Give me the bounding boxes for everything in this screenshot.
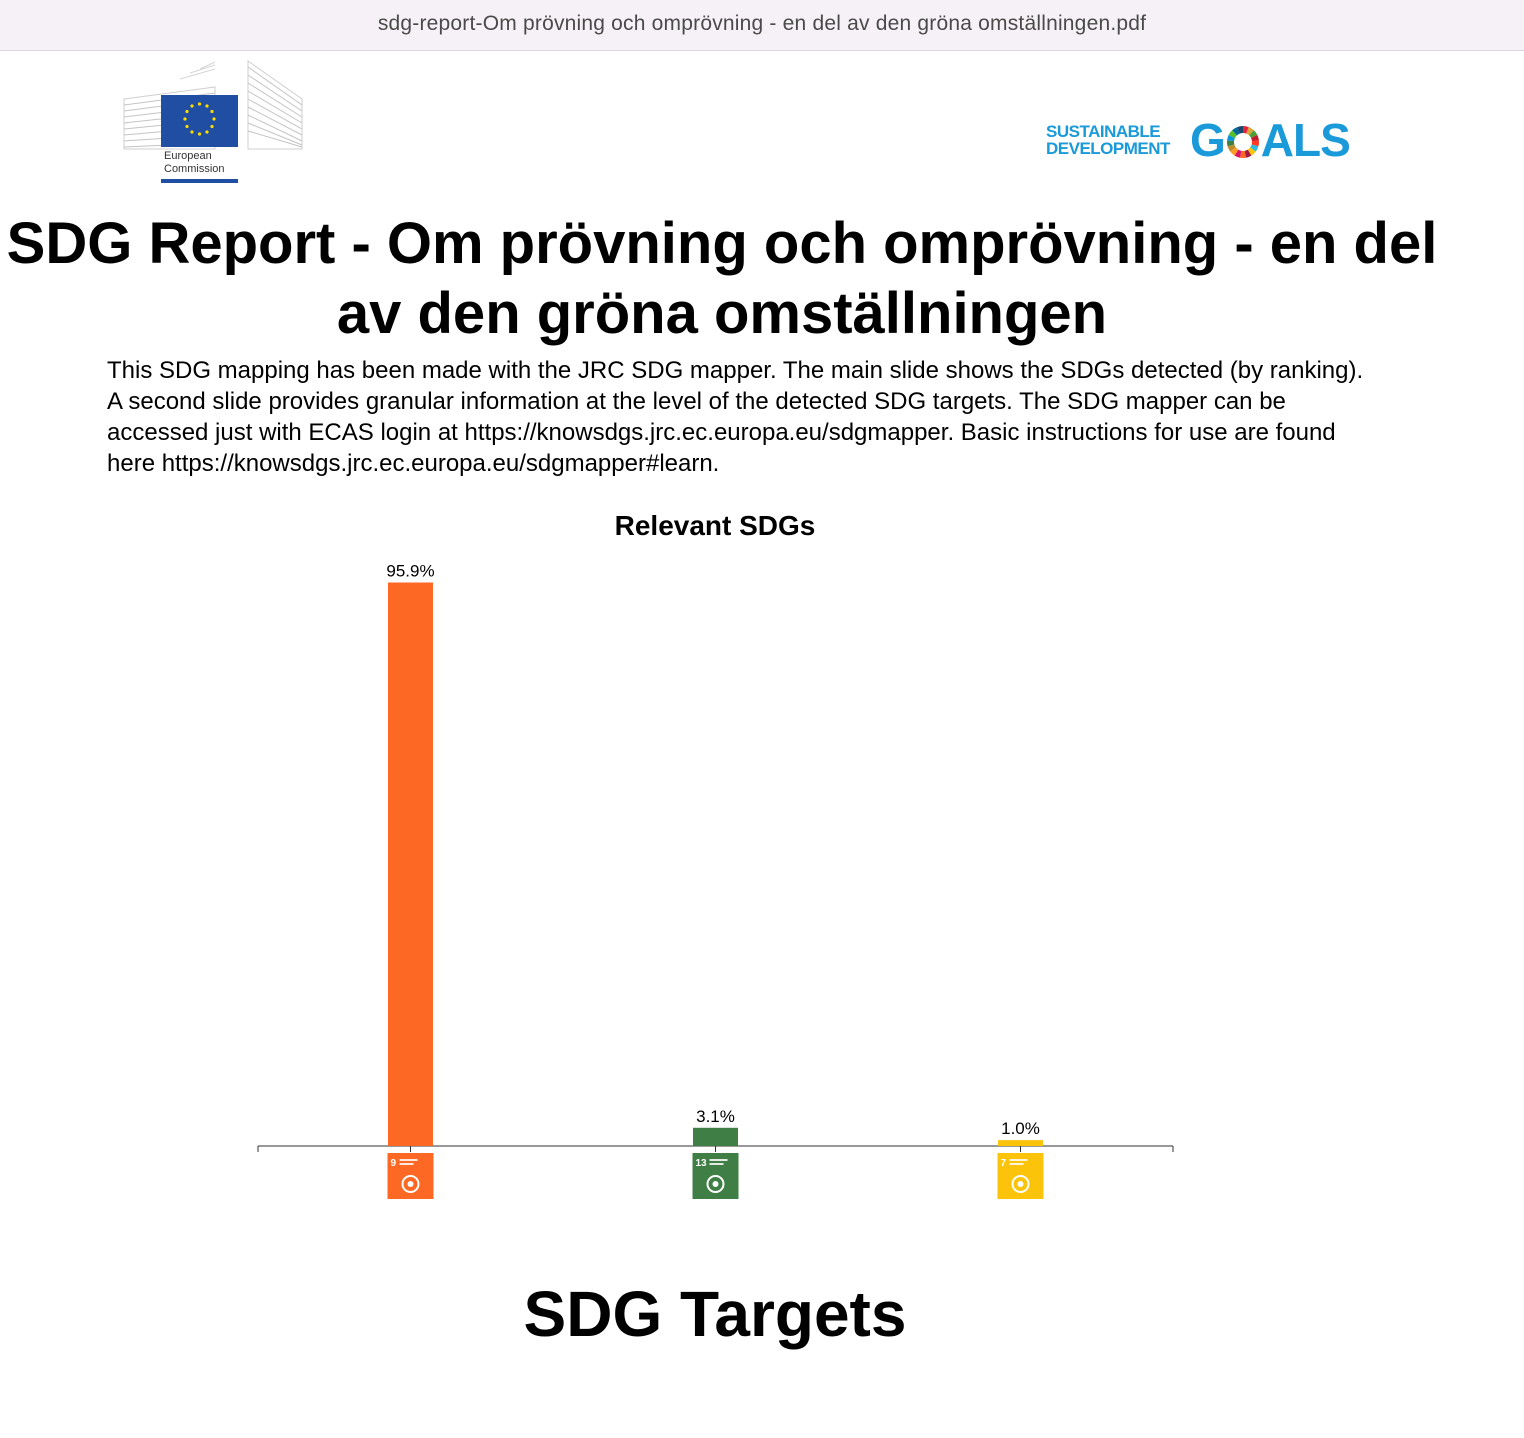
data-label-sdg-9: 95.9%	[386, 561, 435, 581]
sdg-icon-caption-line	[710, 1163, 724, 1165]
sdg-icon-caption-line	[1010, 1159, 1028, 1161]
sdg-logo-line2: DEVELOPMENT	[1046, 139, 1170, 158]
bar-sdg-7	[998, 1140, 1043, 1146]
ec-logo-line1: European	[164, 150, 212, 162]
sdg-icon-symbol-center	[713, 1181, 719, 1187]
sdg-icon-symbol-center	[1018, 1181, 1024, 1187]
sdg-logo-g: G	[1190, 114, 1225, 166]
sdg-icon-symbol-center	[408, 1181, 414, 1187]
relevant-sdgs-chart	[0, 51, 1524, 1251]
bar-sdg-13	[693, 1128, 738, 1146]
intro-paragraph: This SDG mapping has been made with the JRC SDG mapper. The main slide shows the SDGs detected (by ranking). A second slide provides granular information at the level of the detected SDG targets. The SDG mapper can be accessed just with ECAS login at https://knowsdgs.jrc.ec.europa.eu/sdgmapper. Basic instructions for use are found here https://knowsdgs.jrc.ec.europa.eu/sdgmapper#learn.	[107, 357, 1364, 477]
sdg-icon-number: 9	[390, 1158, 397, 1169]
data-label-sdg-13: 3.1%	[696, 1106, 735, 1126]
document-title: SDG Report - Om prövning och omprövning - en del av den gröna omställningen	[6, 211, 1438, 346]
sdg-logo-line1: SUSTAINABLE	[1046, 122, 1161, 141]
sdg-icon-caption-line	[1010, 1163, 1024, 1165]
sdg-icon-caption-line	[400, 1159, 418, 1161]
bar-sdg-9	[388, 583, 433, 1147]
sdg-icon-number: 13	[695, 1158, 707, 1169]
ec-logo-line2: Commission	[164, 163, 225, 175]
sdg-icon-caption-line	[400, 1163, 414, 1165]
data-label-sdg-7: 1.0%	[1001, 1119, 1040, 1139]
window-title: sdg-report-Om prövning och omprövning - en del av den gröna omställningen.pdf	[0, 0, 1524, 51]
chart-title: Relevant SDGs	[614, 510, 816, 541]
sdg-icon-number: 7	[1000, 1158, 1007, 1169]
sdg-logo-als: ALS	[1260, 114, 1350, 166]
sdg-icon-caption-line	[710, 1159, 728, 1161]
pdf-page	[0, 51, 1524, 1438]
section-title-sdg-targets: SDG Targets	[523, 1278, 907, 1350]
